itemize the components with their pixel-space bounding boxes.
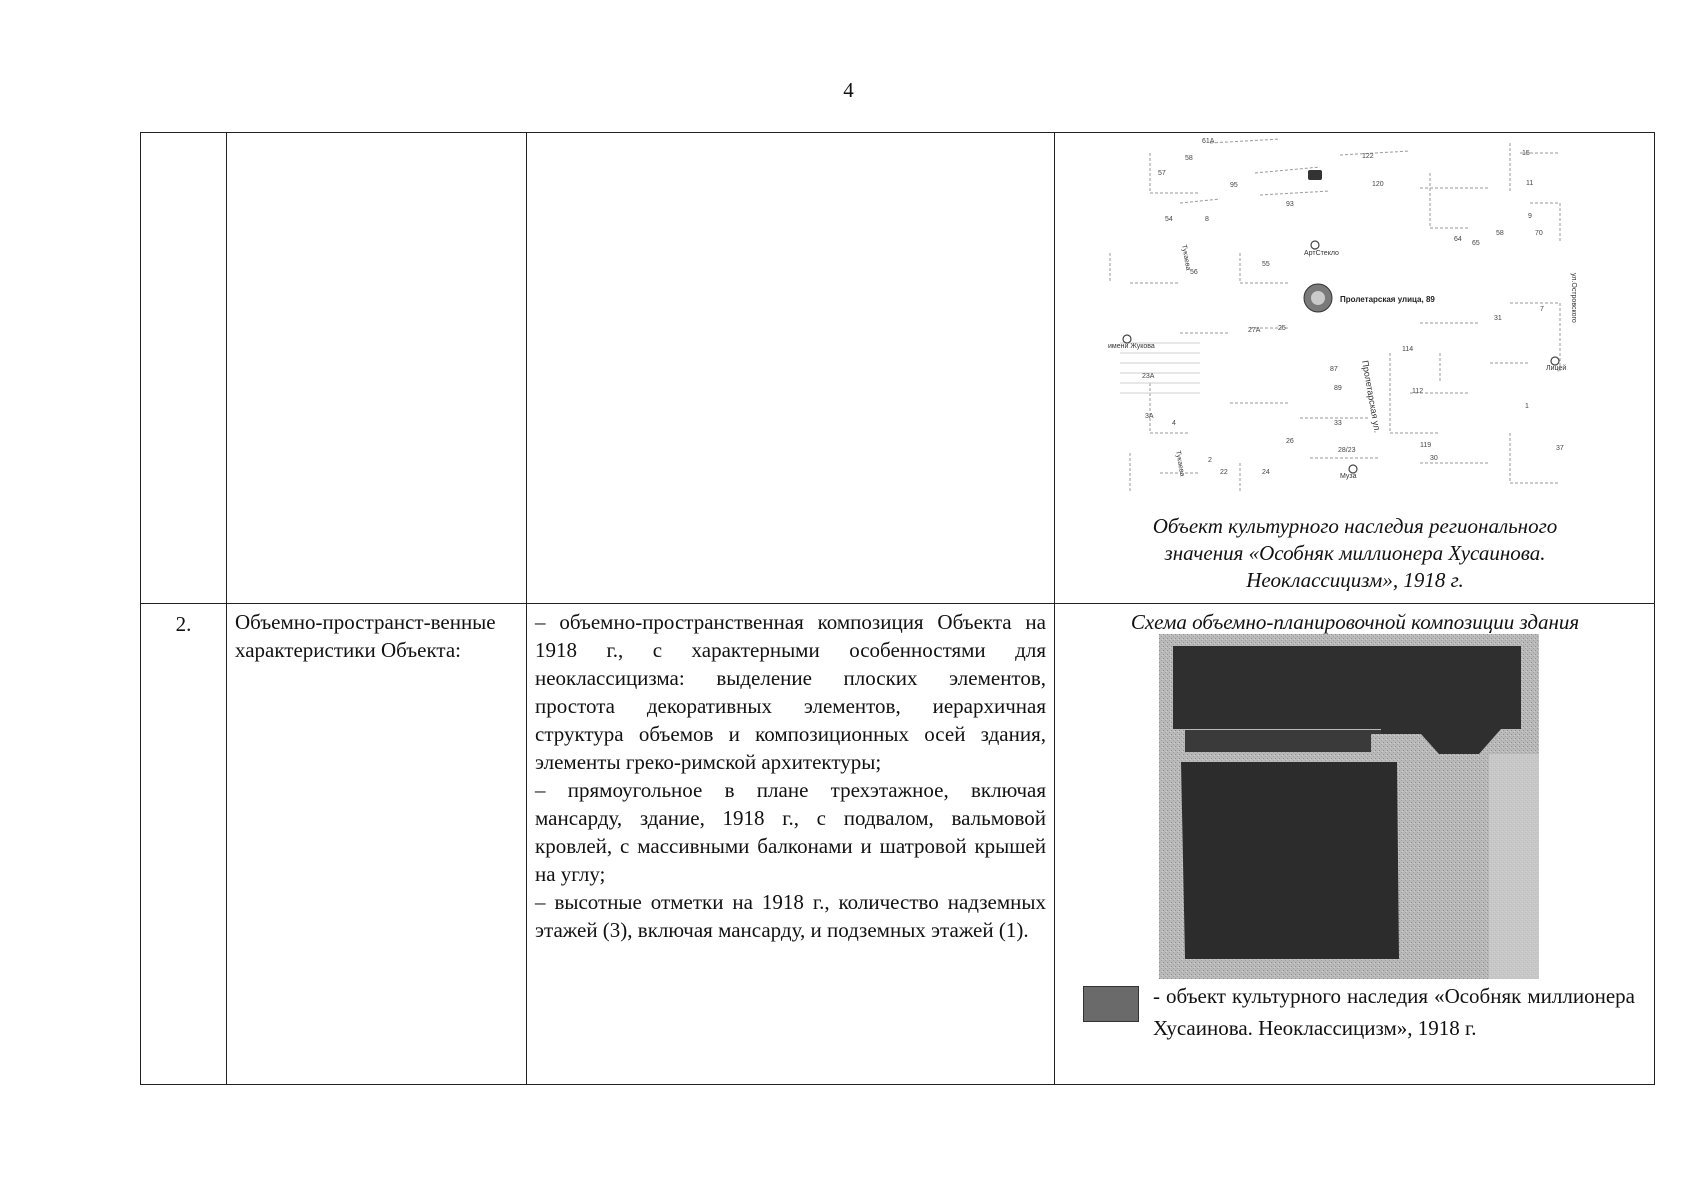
map-number: 1 — [1525, 403, 1529, 410]
poi-label: АртСтекло — [1304, 250, 1339, 257]
scheme-cell — [1055, 604, 1655, 1085]
map-number: 122 — [1362, 153, 1374, 160]
map-number: 24 — [1262, 469, 1270, 476]
building-scheme — [1159, 634, 1539, 979]
map-number: 4 — [1172, 420, 1176, 427]
table-row — [141, 604, 1655, 1085]
map-number: 120 — [1372, 181, 1384, 188]
map-number: 30 — [1430, 455, 1438, 462]
street-label: Тукаева — [1180, 244, 1192, 271]
map-number: 7 — [1540, 306, 1544, 313]
map-number: 25 — [1278, 325, 1286, 332]
page-number: 4 — [843, 78, 854, 102]
street-label: ул.Островского — [1570, 273, 1577, 323]
map-number: 55 — [1262, 261, 1270, 268]
map-number: 8 — [1205, 216, 1209, 223]
map-number: 27А — [1248, 327, 1261, 334]
map-number: 26 — [1286, 438, 1294, 445]
map-cell — [1055, 133, 1655, 604]
street-label: Пролетарская ул. — [1360, 359, 1383, 434]
map-number: 9 — [1528, 213, 1532, 220]
table-row — [141, 133, 1655, 604]
map-number: 2 — [1208, 457, 1212, 464]
caption-line: Объект культурного наследия регионального — [1152, 514, 1558, 538]
map-number: 65 — [1472, 240, 1480, 247]
map-number: 70 — [1535, 230, 1543, 237]
poi-marker-icon — [1551, 357, 1559, 365]
object-location-marker-icon — [1304, 284, 1332, 312]
map-number: 64 — [1454, 236, 1462, 243]
map-number: 54 — [1165, 216, 1173, 223]
caption-line: Неоклассицизм», 1918 г. — [1246, 568, 1464, 592]
row-number-cell: 2. — [141, 604, 227, 1085]
poi-label: имени Жукова — [1108, 343, 1155, 350]
map-number: 114 — [1402, 346, 1414, 353]
map-number: 23А — [1142, 373, 1155, 380]
map-number: 57 — [1158, 170, 1166, 177]
description-item: – высотные отметки на 1918 г., количество надземных этажей (3), включая мансарду, и подземных этажей (1). — [535, 890, 1046, 942]
map-number: 89 — [1334, 385, 1342, 392]
map-number: 58 — [1185, 155, 1193, 162]
poi-marker-icon — [1311, 241, 1319, 249]
scheme-title: Схема объемно-планировочной композиции здания — [1130, 610, 1580, 634]
map-number: 61А — [1202, 138, 1215, 145]
description-item: – прямоугольное в плане трехэтажное, включая мансарду, здание, 1918 г., с подвалом, вальмовой кровлей, с массивными балконами и шатровой крышей на углу; — [535, 778, 1046, 886]
legend-text: - объект культурного наследия «Особняк миллионера Хусаинова. Неоклассицизм», 1918 г. — [1153, 984, 1635, 1040]
map-number: 37 — [1556, 445, 1564, 452]
row-name-cell — [227, 133, 527, 604]
map-number: 31 — [1494, 315, 1502, 322]
building-volume-south — [1181, 762, 1399, 959]
map-number: 87 — [1330, 366, 1338, 373]
poi-marker-icon — [1349, 465, 1357, 473]
map-number: 58 — [1496, 230, 1504, 237]
row-name-cell: Объемно-пространст-венные характеристики Объекта: — [227, 604, 527, 1085]
caption-line: значения «Особняк миллионера Хусаинова. — [1164, 541, 1546, 565]
map-number: 11 — [1526, 180, 1534, 187]
map-caption — [1055, 513, 1655, 594]
map-number: 33 — [1334, 420, 1342, 427]
poi-label: Муза — [1340, 473, 1357, 480]
map-number: 3А — [1145, 413, 1154, 420]
location-map — [1090, 133, 1620, 508]
poi-marker-icon — [1123, 335, 1131, 343]
protection-subject-table — [140, 132, 1655, 1085]
map-number: 112 — [1412, 388, 1424, 395]
address-label: Пролетарская улица, 89 — [1340, 295, 1435, 304]
row-number-cell — [141, 133, 227, 604]
museum-icon — [1308, 170, 1322, 180]
poi-label: Лицей — [1546, 365, 1567, 372]
map-number: 56 — [1190, 269, 1198, 276]
map-number: 22 — [1220, 469, 1228, 476]
map-number: 93 — [1286, 201, 1294, 208]
map-number: 95 — [1230, 182, 1238, 189]
legend-swatch — [1083, 986, 1139, 1022]
street-label: Тукаева — [1174, 450, 1186, 477]
row-description-cell — [527, 604, 1055, 1085]
map-number: 28/23 — [1338, 447, 1356, 454]
description-item: – объемно-пространственная композиция Объекта на 1918 г., с характерными особенностями для неоклассицизма: выделение плоских элементов, простота декоративных элементов, иерархичная структура объемов и композиционных осей здания, элементы греко-римской архитектуры; — [535, 610, 1046, 774]
row-description-cell — [527, 133, 1055, 604]
map-number: 119 — [1420, 442, 1432, 449]
map-number: 15 — [1522, 150, 1530, 157]
